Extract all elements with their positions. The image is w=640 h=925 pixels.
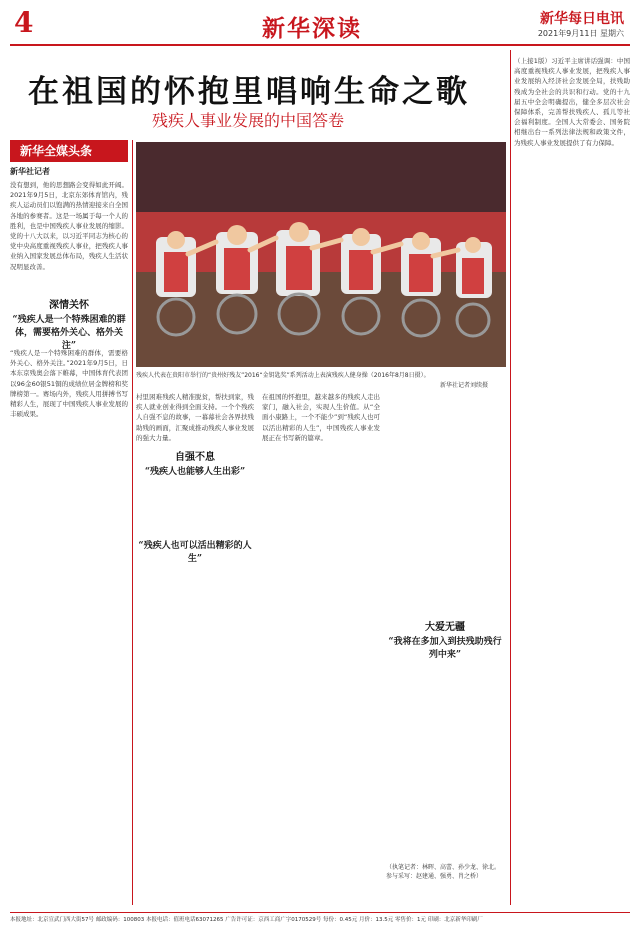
page-footer: 本报地址：北京宣武门西大街57号 邮政编码：100803 本报电话：值班电话63071265 广告许可证：京西工商广字0170529号 每份：0.45元 月价：13.5元 零售价：1元 印刷：北京新华印刷厂 [10,912,630,923]
article-column-1b [10,348,128,903]
caption-text: 残疾人代表在贵阳市举行的“贵州好残友”2016“金钥匙奖”系列活动上表演残疾人健身操（2016年8月8日摄）。 [136,372,430,379]
page-number: 4 [14,6,34,39]
column-1-text: 没有想到，他的思想路会变得如此开阔。2021年9月5日，北京东郊体育馆内，残疾人运动员们以饱满的热情迎接来自全国各地的参赛者。这是一场属于每一个人的胜利，也是中国残疾人事业发展的缩影。党的十八大以来，以习近平同志为核心的党中央高度重视残疾人事业，把残疾人事业纳入国家发展总体布局，残疾人生活状况明显改善。 [10,181,128,271]
section-heading-2: 自强不息 [175,452,215,463]
section-banner: 新华全媒头条 [10,140,128,162]
pull-quote-1: “残疾人是一个特殊困难的群体，需要格外关心、格外关注” [12,315,126,351]
article-column-2 [136,392,254,444]
article-photo [136,142,506,367]
right-column-divider [510,50,511,905]
headline: 在祖国的怀抱里唱响生命之歌 [28,74,470,110]
column-divider [132,140,133,905]
page-header [0,0,640,44]
subheadline: 残疾人事业发展的中国答卷 [152,111,345,130]
photo-caption [136,370,506,379]
pull-quote-4: “我将在多加入到扶残助残行列中来” [388,637,502,660]
performers-photo-illustration [136,142,506,367]
article-column-3 [262,392,380,902]
column-4-text: 在祖国的怀抱里，越来越多的残疾人走出家门，融入社会，实现人生价值。从“全面小康路上，一个不能少”到“残疾人也可以活出精彩的人生”，中国残疾人事业发展正在书写新的篇章。 [262,393,380,442]
article-column-1 [10,180,128,290]
pull-quote-2: “残疾人也能够人生出彩” [144,467,246,477]
column-2-text: “残疾人是一个特殊困难的群体，需要格外关心、格外关注。”2021年9月5日，日本东京残奥会落下帷幕，中国体育代表团以96金60银51铜的成绩位居金牌榜和奖牌榜第一。赛场内外，残疾人用拼搏书写精彩人生，展现了中国残疾人事业发展的丰硕成果。 [10,349,128,419]
byline: 新华社记者 [10,167,50,176]
pull-quote-3: “残疾人也可以活出精彩的人生” [138,541,252,564]
section-heading-3: 大爱无疆 [425,622,465,633]
section-heading-1: 深情关怀 [49,300,89,311]
column-5-text: （上接1版）习近平主席讲话强调：中国高度重视残疾人事业发展，把残疾人事业发展纳入经济社会发展全局，扶残助残成为全社会的共识和行动。党的十九届五中全会明确提出，健全多层次社会保障体系，完善帮扶残疾人、孤儿等社会福利制度。全国人大常委会、国务院相继出台一系列法律法规和政策文件，为残疾人事业发展提供了有力保障。 [514,57,630,147]
photo-credit: 新华社记者刘续摄 [440,382,489,389]
article-column-4 [514,56,630,904]
header-rule [10,44,630,46]
section-title: 新华深读 [262,15,362,42]
reporters-credit: （执笔记者：林晖、高蕾、孙少龙、徐北。参与采写：赵建通、强勇、肖之桥） [386,864,501,880]
newspaper-brand: 新华每日电讯 [540,11,624,27]
column-3-text: 村里困难残疾人精准脱贫，帮扶到家，残疾人就业创业得到全面支持。一个个残疾人自强不息的故事，一幕幕社会各界扶残助残的画面，汇聚成推动残疾人事业发展的强大力量。 [136,393,254,442]
issue-date: 2021年9月11日 星期六 [537,29,624,38]
